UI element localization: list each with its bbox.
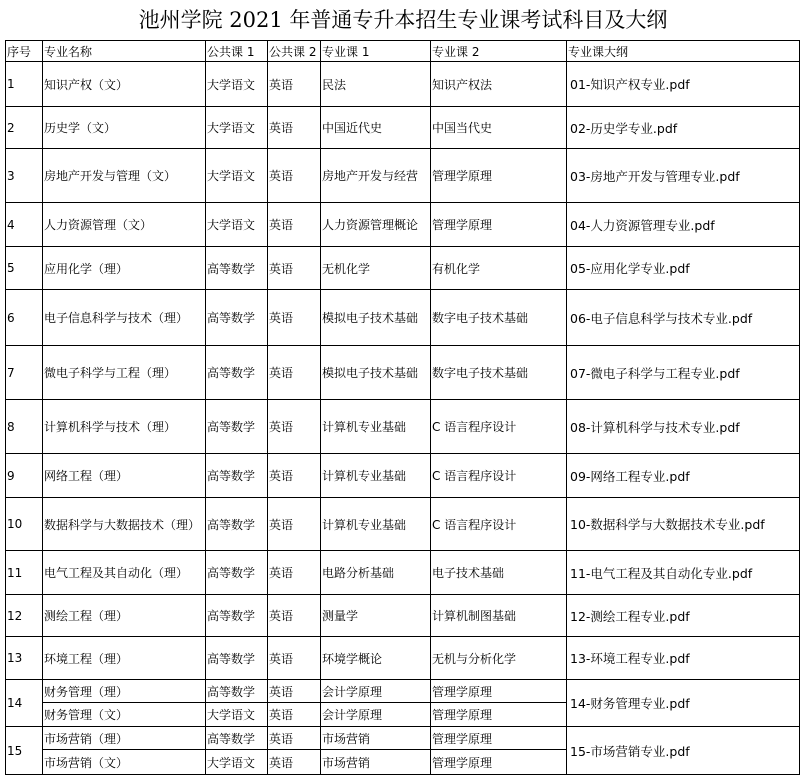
header-cell-syllabus: 专业课大纲 bbox=[567, 41, 800, 62]
row-number: 3 bbox=[6, 149, 43, 203]
public-course-2: 英语 bbox=[268, 203, 321, 247]
major-course-1: 会计学原理 bbox=[321, 680, 431, 703]
syllabus-pdf-link[interactable]: 15-市场营销专业.pdf bbox=[567, 727, 800, 775]
major-course-2: C 语言程序设计 bbox=[431, 498, 567, 551]
major-course-2: C 语言程序设计 bbox=[431, 454, 567, 498]
major-course-1: 会计学原理 bbox=[321, 703, 431, 727]
syllabus-pdf-link[interactable]: 07-微电子科学与工程专业.pdf bbox=[567, 346, 800, 400]
major-course-1: 市场营销 bbox=[321, 750, 431, 775]
major-course-2: C 语言程序设计 bbox=[431, 400, 567, 454]
header-cell-major: 专业名称 bbox=[43, 41, 206, 62]
syllabus-pdf-link[interactable]: 06-电子信息科学与技术专业.pdf bbox=[567, 290, 800, 346]
syllabus-pdf-link[interactable]: 04-人力资源管理专业.pdf bbox=[567, 203, 800, 247]
major-course-1: 模拟电子技术基础 bbox=[321, 346, 431, 400]
public-course-1: 高等数学 bbox=[206, 290, 268, 346]
public-course-2: 英语 bbox=[268, 750, 321, 775]
header-cell-no: 序号 bbox=[6, 41, 43, 62]
row-number: 5 bbox=[6, 247, 43, 290]
public-course-2: 英语 bbox=[268, 247, 321, 290]
major-course-2: 有机化学 bbox=[431, 247, 567, 290]
major-course-2: 管理学原理 bbox=[431, 750, 567, 775]
public-course-1: 高等数学 bbox=[206, 680, 268, 703]
major-course-1: 模拟电子技术基础 bbox=[321, 290, 431, 346]
major-course-2: 无机与分析化学 bbox=[431, 637, 567, 680]
syllabus-pdf-link[interactable]: 02-历史学专业.pdf bbox=[567, 107, 800, 149]
major-course-1: 计算机专业基础 bbox=[321, 454, 431, 498]
row-number: 13 bbox=[6, 637, 43, 680]
major-course-2: 管理学原理 bbox=[431, 727, 567, 750]
public-course-2: 英语 bbox=[268, 400, 321, 454]
public-course-1: 高等数学 bbox=[206, 727, 268, 750]
public-course-2: 英语 bbox=[268, 346, 321, 400]
major-name: 电气工程及其自动化（理） bbox=[43, 551, 206, 595]
major-course-2: 知识产权法 bbox=[431, 62, 567, 107]
major-name: 财务管理（文） bbox=[43, 703, 206, 727]
row-number: 2 bbox=[6, 107, 43, 149]
public-course-2: 英语 bbox=[268, 595, 321, 637]
public-course-2: 英语 bbox=[268, 680, 321, 703]
public-course-2: 英语 bbox=[268, 727, 321, 750]
public-course-2: 英语 bbox=[268, 498, 321, 551]
major-course-2: 中国当代史 bbox=[431, 107, 567, 149]
table-row bbox=[6, 400, 800, 454]
public-course-1: 高等数学 bbox=[206, 247, 268, 290]
public-course-2: 英语 bbox=[268, 62, 321, 107]
row-number: 7 bbox=[6, 346, 43, 400]
major-course-1: 市场营销 bbox=[321, 727, 431, 750]
major-name: 网络工程（理） bbox=[43, 454, 206, 498]
major-course-2: 管理学原理 bbox=[431, 680, 567, 703]
major-course-1: 民法 bbox=[321, 62, 431, 107]
table-row bbox=[6, 637, 800, 680]
major-course-1: 人力资源管理概论 bbox=[321, 203, 431, 247]
public-course-2: 英语 bbox=[268, 290, 321, 346]
header-cell-subject-1: 专业课 1 bbox=[321, 41, 431, 62]
major-course-1: 计算机专业基础 bbox=[321, 400, 431, 454]
public-course-1: 高等数学 bbox=[206, 595, 268, 637]
public-course-1: 大学语文 bbox=[206, 62, 268, 107]
public-course-1: 高等数学 bbox=[206, 454, 268, 498]
table-row bbox=[6, 290, 800, 346]
public-course-1: 大学语文 bbox=[206, 203, 268, 247]
major-course-2: 数字电子技术基础 bbox=[431, 346, 567, 400]
exam-subjects-table bbox=[5, 40, 800, 775]
major-course-1: 电路分析基础 bbox=[321, 551, 431, 595]
major-course-2: 数字电子技术基础 bbox=[431, 290, 567, 346]
major-name: 电子信息科学与技术（理） bbox=[43, 290, 206, 346]
row-number: 11 bbox=[6, 551, 43, 595]
major-name: 市场营销（文） bbox=[43, 750, 206, 775]
public-course-2: 英语 bbox=[268, 149, 321, 203]
public-course-1: 大学语文 bbox=[206, 703, 268, 727]
table-row bbox=[6, 595, 800, 637]
major-course-2: 管理学原理 bbox=[431, 149, 567, 203]
major-name: 人力资源管理（文） bbox=[43, 203, 206, 247]
table-row bbox=[6, 551, 800, 595]
syllabus-pdf-link[interactable]: 08-计算机科学与技术专业.pdf bbox=[567, 400, 800, 454]
public-course-2: 英语 bbox=[268, 703, 321, 727]
major-course-1: 测量学 bbox=[321, 595, 431, 637]
public-course-1: 高等数学 bbox=[206, 400, 268, 454]
public-course-1: 高等数学 bbox=[206, 637, 268, 680]
syllabus-pdf-link[interactable]: 13-环境工程专业.pdf bbox=[567, 637, 800, 680]
syllabus-pdf-link[interactable]: 14-财务管理专业.pdf bbox=[567, 680, 800, 727]
table-row bbox=[6, 107, 800, 149]
table-row bbox=[6, 680, 800, 703]
row-number: 6 bbox=[6, 290, 43, 346]
page-title: 池州学院 2021 年普通专升本招生专业课考试科目及大纲 bbox=[138, 8, 668, 32]
syllabus-pdf-link[interactable]: 09-网络工程专业.pdf bbox=[567, 454, 800, 498]
major-course-2: 管理学原理 bbox=[431, 203, 567, 247]
major-name: 环境工程（理） bbox=[43, 637, 206, 680]
table-row bbox=[6, 149, 800, 203]
major-name: 应用化学（理） bbox=[43, 247, 206, 290]
table-row bbox=[6, 454, 800, 498]
major-course-1: 环境学概论 bbox=[321, 637, 431, 680]
public-course-1: 大学语文 bbox=[206, 750, 268, 775]
major-name: 历史学（文） bbox=[43, 107, 206, 149]
syllabus-pdf-link[interactable]: 01-知识产权专业.pdf bbox=[567, 62, 800, 107]
table-body bbox=[6, 41, 800, 775]
row-number: 4 bbox=[6, 203, 43, 247]
row-number: 14 bbox=[6, 680, 43, 727]
major-name: 测绘工程（理） bbox=[43, 595, 206, 637]
major-course-2: 计算机制图基础 bbox=[431, 595, 567, 637]
table-row bbox=[6, 346, 800, 400]
row-number: 1 bbox=[6, 62, 43, 107]
major-name: 知识产权（文） bbox=[43, 62, 206, 107]
public-course-1: 高等数学 bbox=[206, 498, 268, 551]
major-course-2: 电子技术基础 bbox=[431, 551, 567, 595]
major-name: 财务管理（理） bbox=[43, 680, 206, 703]
public-course-2: 英语 bbox=[268, 551, 321, 595]
major-name: 数据科学与大数据技术（理） bbox=[43, 498, 206, 551]
public-course-2: 英语 bbox=[268, 637, 321, 680]
table-row bbox=[6, 498, 800, 551]
public-course-1: 大学语文 bbox=[206, 107, 268, 149]
table-row bbox=[6, 727, 800, 750]
major-course-2: 管理学原理 bbox=[431, 703, 567, 727]
syllabus-pdf-link[interactable]: 05-应用化学专业.pdf bbox=[567, 247, 800, 290]
syllabus-pdf-link[interactable]: 12-测绘工程专业.pdf bbox=[567, 595, 800, 637]
major-name: 房地产开发与管理（文） bbox=[43, 149, 206, 203]
row-number: 8 bbox=[6, 400, 43, 454]
major-course-1: 中国近代史 bbox=[321, 107, 431, 149]
syllabus-pdf-link[interactable]: 11-电气工程及其自动化专业.pdf bbox=[567, 551, 800, 595]
header-cell-public-1: 公共课 1 bbox=[206, 41, 268, 62]
public-course-2: 英语 bbox=[268, 454, 321, 498]
major-course-1: 无机化学 bbox=[321, 247, 431, 290]
major-course-1: 房地产开发与经营 bbox=[321, 149, 431, 203]
header-cell-public-2: 公共课 2 bbox=[268, 41, 321, 62]
table-row bbox=[6, 62, 800, 107]
table-header-row bbox=[6, 41, 800, 62]
row-number: 9 bbox=[6, 454, 43, 498]
major-course-1: 计算机专业基础 bbox=[321, 498, 431, 551]
public-course-1: 高等数学 bbox=[206, 346, 268, 400]
major-name: 微电子科学与工程（理） bbox=[43, 346, 206, 400]
major-name: 市场营销（理） bbox=[43, 727, 206, 750]
row-number: 12 bbox=[6, 595, 43, 637]
header-cell-subject-2: 专业课 2 bbox=[431, 41, 567, 62]
syllabus-pdf-link[interactable]: 03-房地产开发与管理专业.pdf bbox=[567, 149, 800, 203]
row-number: 10 bbox=[6, 498, 43, 551]
syllabus-pdf-link[interactable]: 10-数据科学与大数据技术专业.pdf bbox=[567, 498, 800, 551]
public-course-2: 英语 bbox=[268, 107, 321, 149]
major-name: 计算机科学与技术（理） bbox=[43, 400, 206, 454]
table-row bbox=[6, 203, 800, 247]
table-row bbox=[6, 247, 800, 290]
public-course-1: 高等数学 bbox=[206, 551, 268, 595]
row-number: 15 bbox=[6, 727, 43, 775]
public-course-1: 大学语文 bbox=[206, 149, 268, 203]
